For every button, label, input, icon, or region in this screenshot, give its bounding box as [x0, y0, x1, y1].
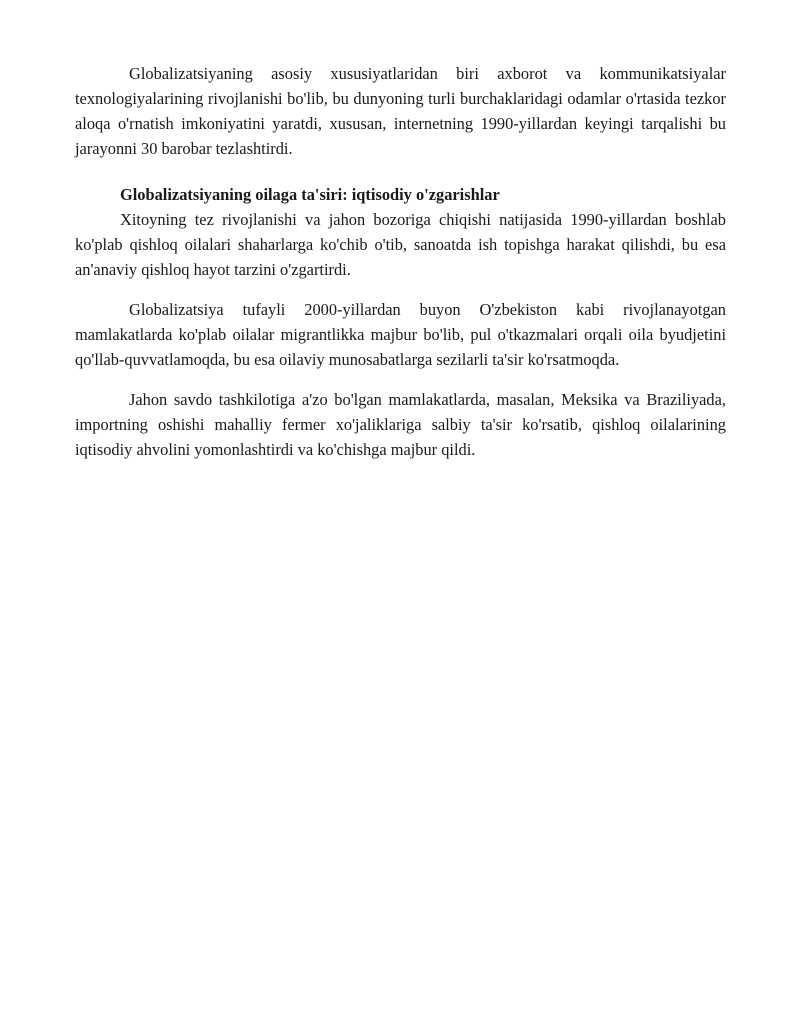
section-heading: Globalizatsiyaning oilaga ta'siri: iqtisodiy o'zgarishlar — [120, 185, 500, 204]
paragraph-4: Jahon savdo tashkilotiga a'zo bo'lgan mamlakatlarda, masalan, Meksika va Braziliyada, importning oshishi mahalliy fermer xo'jaliklariga salbiy ta'sir ko'rsatib, qishloq oilalarining iqtisodiy ahvolini yomonlashtirdi va ko'chishga majbur qildi. — [75, 390, 726, 459]
spacer — [75, 372, 726, 387]
document-page — [75, 61, 726, 462]
spacer — [75, 161, 726, 182]
paragraph-1: Globalizatsiyaning asosiy xususiyatlaridan biri axborot va kommunikatsiyalar texnologiyalarining rivojlanishi bo'lib, bu dunyoning turli burchaklaridagi odamlar o'rtasida tezkor aloqa o'rnatish imkoniyatini yaratdi, xususan, internetning 1990-yillardan keyingi tarqalishi bu jarayonni 30 barobar tezlashtirdi. — [75, 64, 726, 158]
spacer — [75, 282, 726, 297]
paragraph-3: Globalizatsiya tufayli 2000-yillardan buyon O'zbekiston kabi rivojlanayotgan mamlakatlarda ko'plab oilalar migrantlikka majbur bo'lib, pul o'tkazmalari orqali oila byudjetini qo'llab-quvvatlamoqda, bu esa oilaviy munosabatlarga sezilarli ta'sir ko'rsatmoqda. — [75, 300, 726, 369]
paragraph-2: Xitoyning tez rivojlanishi va jahon bozoriga chiqishi natijasida 1990-yillardan boshlab ko'plab qishloq oilalari shaharlarga ko'chib o'tib, sanoatda ish topishga harakat qilishdi, bu esa an'anaviy qishloq hayot tarzini o'zgartirdi. — [75, 210, 726, 279]
